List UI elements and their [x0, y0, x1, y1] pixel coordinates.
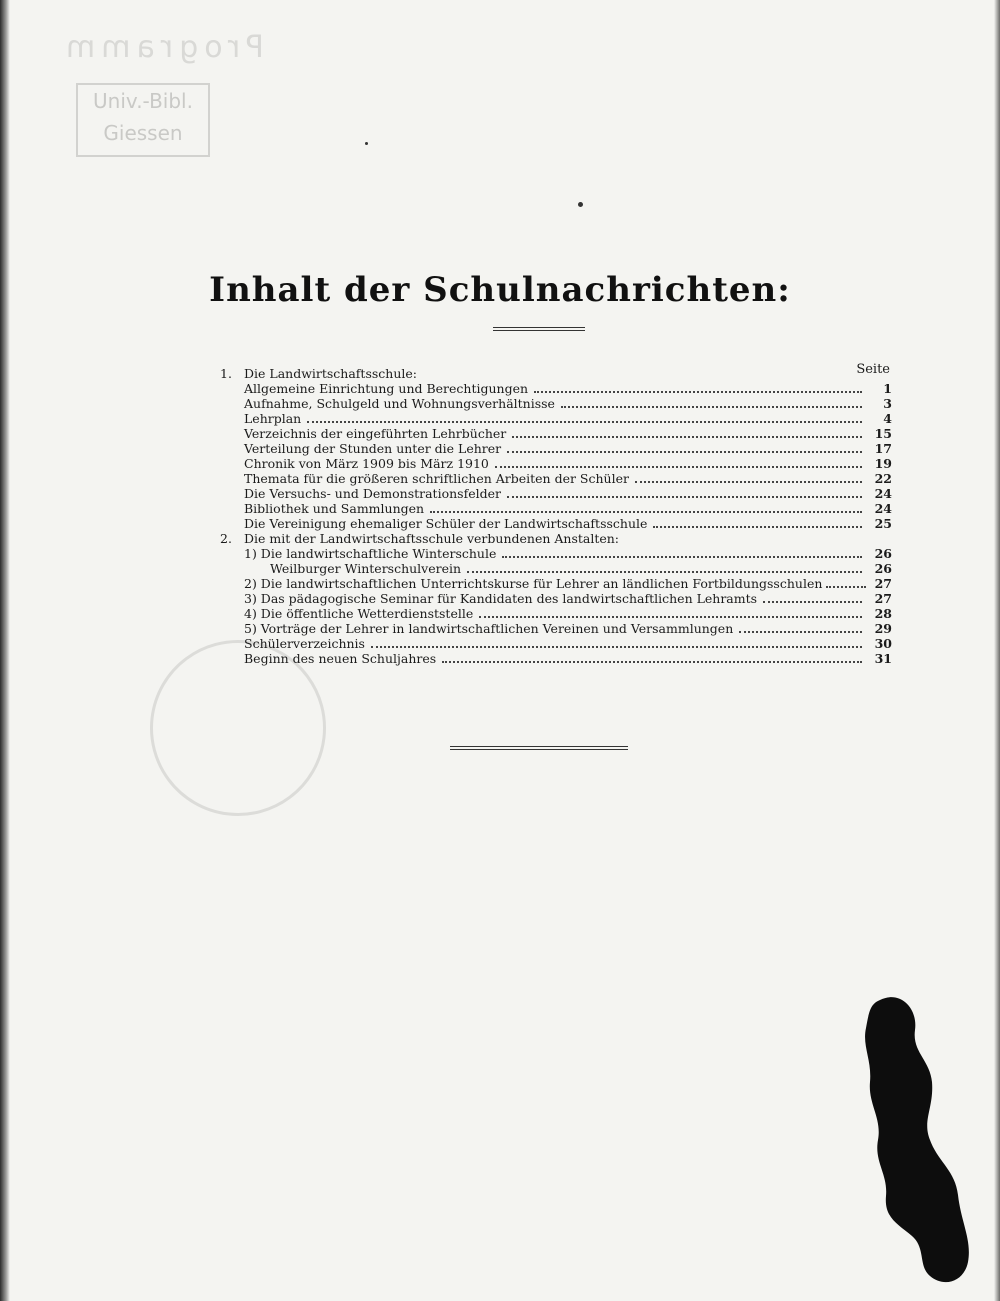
dot-leader: [495, 466, 862, 468]
entry-label: 5) Vorträge der Lehrer in landwirtschaftlichen Vereinen und Versammlungen: [244, 621, 734, 636]
entry-label: Schülerverzeichnis: [244, 636, 365, 651]
dot-leader: [442, 661, 862, 663]
entry-page: 22: [874, 471, 892, 486]
toc-section-heading: [220, 531, 892, 546]
paper-damage-hole: [860, 990, 980, 1290]
library-stamp: Univ.-Bibl. Giessen: [76, 83, 210, 157]
entry-page: 29: [874, 621, 892, 636]
section-number: 1.: [220, 366, 232, 381]
entry-page: 27: [874, 591, 892, 606]
entry-label: Weilburger Winterschulverein: [270, 561, 462, 576]
entry-page: 26: [874, 546, 892, 561]
toc-entry: [220, 381, 892, 396]
entry-label: Die Versuchs- und Demonstrationsfelder: [244, 486, 501, 501]
toc-entry: [220, 426, 892, 441]
dot-leader: [371, 646, 862, 648]
entry-label: 2) Die landwirtschaftlichen Unterrichtskurse für Lehrer an ländlichen Fortbildungsschulen: [244, 576, 823, 591]
entry-page: 26: [874, 561, 892, 576]
title-divider: [493, 327, 585, 331]
entry-label: Themata für die größeren schriftlichen Arbeiten der Schüler: [244, 471, 629, 486]
dot-leader: [512, 436, 862, 438]
dot-leader: [307, 421, 862, 423]
section-number: 2.: [220, 531, 232, 546]
entry-page: 24: [874, 486, 892, 501]
ink-speck: [365, 142, 368, 145]
entry-page: 3: [883, 396, 892, 411]
bleed-through-text: Programm: [60, 30, 264, 65]
dot-leader: [507, 496, 862, 498]
entry-label: Beginn des neuen Schuljahres: [244, 651, 437, 666]
ink-speck: [578, 202, 583, 207]
toc-entry: [220, 591, 892, 606]
dot-leader: [430, 511, 862, 513]
page-column-header: Seite: [856, 362, 890, 377]
entry-label: Chronik von März 1909 bis März 1910: [244, 456, 489, 471]
toc-entry: [220, 486, 892, 501]
closing-divider: [450, 746, 628, 750]
toc-entry: [220, 456, 892, 471]
toc-entry: [220, 576, 892, 591]
dot-leader: [739, 631, 862, 633]
entry-label: 3) Das pädagogische Seminar für Kandidaten des landwirtschaftlichen Lehramts: [244, 591, 758, 606]
toc-entry: [220, 636, 892, 651]
entry-label: Aufnahme, Schulgeld und Wohnungsverhältnisse: [244, 396, 555, 411]
entry-label: 1) Die landwirtschaftliche Winterschule: [244, 546, 497, 561]
entry-label: Die mit der Landwirtschaftsschule verbundenen Anstalten:: [244, 531, 620, 546]
dot-leader: [826, 586, 866, 588]
entry-label: Allgemeine Einrichtung und Berechtigungen: [244, 381, 529, 396]
entry-page: 15: [874, 426, 892, 441]
entry-page: 4: [883, 411, 892, 426]
dot-leader: [635, 481, 862, 483]
entry-label: Lehrplan: [244, 411, 302, 426]
entry-page: 25: [874, 516, 892, 531]
entry-label: Bibliothek und Sammlungen: [244, 501, 425, 516]
entry-page: 30: [874, 636, 892, 651]
entry-label: 4) Die öffentliche Wetterdienststelle: [244, 606, 474, 621]
page-edge-shadow-left: [0, 0, 10, 1301]
toc-entry: [220, 516, 892, 531]
toc-entry: [220, 606, 892, 621]
toc-section-heading: [220, 366, 892, 381]
entry-page: 28: [874, 606, 892, 621]
toc-entry: [220, 501, 892, 516]
dot-leader: [467, 571, 862, 573]
dot-leader: [479, 616, 862, 618]
entry-page: 27: [874, 576, 892, 591]
toc-entry: [220, 471, 892, 486]
toc-entry: [220, 546, 892, 561]
entry-label: Verzeichnis der eingeführten Lehrbücher: [244, 426, 507, 441]
entry-page: 31: [874, 651, 892, 666]
toc-entry: [220, 396, 892, 411]
dot-leader: [534, 391, 862, 393]
entry-page: 1: [883, 381, 892, 396]
entry-label: Die Vereinigung ehemaliger Schüler der Landwirtschaftsschule: [244, 516, 648, 531]
entry-label: Die Landwirtschaftsschule:: [244, 366, 417, 381]
entry-label: Verteilung der Stunden unter die Lehrer: [244, 441, 502, 456]
toc-entry: [220, 651, 892, 666]
page-edge-shadow-right: [994, 0, 1000, 1301]
dot-leader: [507, 451, 862, 453]
page-title: Inhalt der Schulnachrichten:: [209, 270, 791, 310]
entry-page: 24: [874, 501, 892, 516]
entry-page: 17: [874, 441, 892, 456]
toc-entry: [220, 441, 892, 456]
dot-leader: [502, 556, 862, 558]
toc-entry: [220, 621, 892, 636]
toc-entry: [220, 561, 892, 576]
dot-leader: [653, 526, 862, 528]
dot-leader: [561, 406, 862, 408]
dot-leader: [763, 601, 862, 603]
toc-entry: [220, 411, 892, 426]
entry-page: 19: [874, 456, 892, 471]
